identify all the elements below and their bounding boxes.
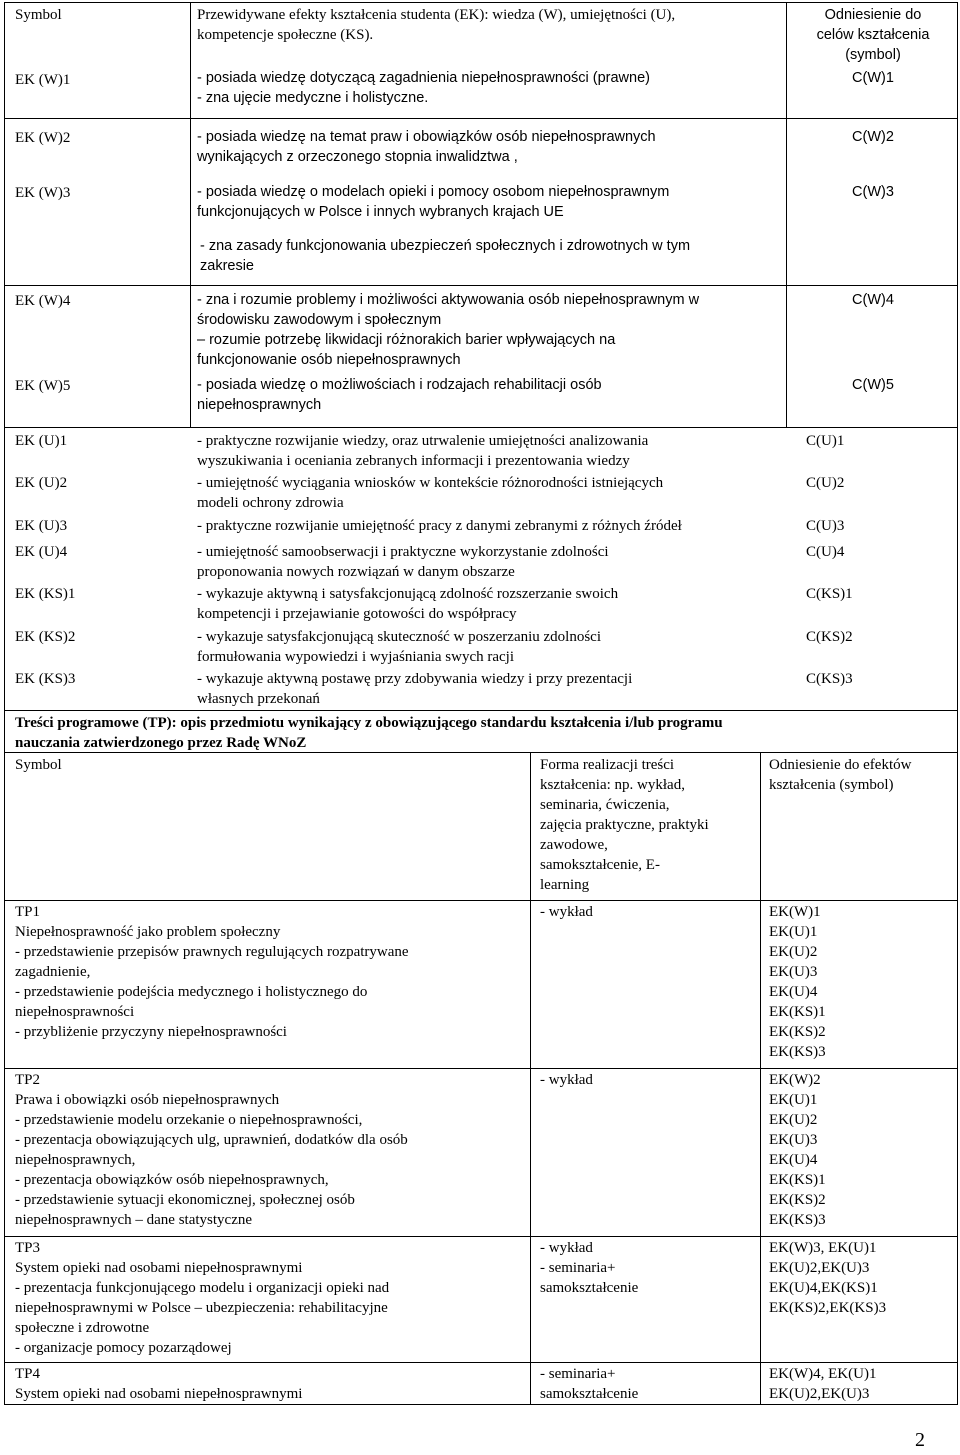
effect-symbol: EK (KS)2: [15, 629, 76, 645]
effects-divider-symbol: [190, 2, 191, 428]
program-reference: EK(W)4, EK(U)1 EK(U)2,EK(U)3: [769, 1366, 877, 1402]
program-header-symbol: Symbol: [15, 757, 62, 773]
effects-header-description: Przewidywane efekty kształcenia studenta (EK): wiedza (W), umiejętności (U), kompetencje społeczne (KS).: [197, 7, 676, 43]
effect-description: - posiada wiedzę o możliwościach i rodzajach rehabilitacji osób niepełnosprawnych: [197, 377, 602, 413]
effects-row-divider: [4, 427, 958, 428]
program-row-divider: [4, 1362, 958, 1363]
program-header-form: Forma realizacji treści kształcenia: np. wykład, seminaria, ćwiczenia, zajęcia praktyczne, praktyki zawodowe, samokształcenie, E- learning: [540, 757, 709, 893]
effect-reference: C(KS)3: [806, 671, 853, 687]
effect-description: - zna i rozumie problemy i możliwości aktywowania osób niepełnosprawnym w środowisku zawodowym i społecznym – rozumie potrzebę likwidacji różnorakich barier wpływających na funkcjonowanie osób niepełnosprawnych: [197, 292, 700, 368]
effect-symbol: EK (KS)3: [15, 671, 76, 687]
program-content: TP2 Prawa i obowiązki osób niepełnosprawnych - przedstawienie modelu orzekanie o niepełnosprawności, - prezentacja obowiązujących ulg, uprawnień, dodatków dla osób niepełnosprawnych, - prezentacja obowiązków osób niepełnosprawnych, - przedstawienie sytuacji ekonomicznej, społecznej osób niepełnosprawnych – dane statystyczne: [15, 1072, 408, 1228]
program-reference: EK(W)1 EK(U)1 EK(U)2 EK(U)3 EK(U)4 EK(KS)1 EK(KS)2 EK(KS)3: [769, 904, 826, 1060]
effect-description: - wykazuje satysfakcjonującą skuteczność w poszerzaniu zdolności formułowania wypowiedzi i wyjaśniania swych racji: [197, 629, 602, 665]
program-form: - wykład: [540, 904, 593, 920]
effect-reference: C(U)3: [806, 518, 845, 534]
effect-symbol: EK (W)1: [15, 72, 71, 88]
program-row-divider: [4, 1236, 958, 1237]
table-bottom-border: [4, 1404, 958, 1405]
effect-description: - posiada wiedzę na temat praw i obowiązków osób niepełnosprawnych wynikających z orzeczonego stopnia inwalidztwa ,: [197, 129, 656, 165]
effects-row-divider: [4, 118, 958, 119]
effect-symbol: EK (W)2: [15, 130, 71, 146]
effect-description: - wykazuje aktywną postawę przy zdobywania wiedzy i przy prezentacji własnych przekonań: [197, 671, 633, 707]
table-top-border: [4, 2, 958, 3]
effect-symbol: EK (W)4: [15, 293, 71, 309]
table-left-border: [4, 2, 5, 1405]
effect-description: - posiada wiedzę o modelach opieki i pomocy osobom niepełnosprawnym funkcjonujących w Polsce i innych wybranych krajach UE: [197, 184, 670, 220]
program-form: - wykład - seminaria+ samokształcenie: [540, 1240, 639, 1296]
program-divider-reference: [760, 752, 761, 1404]
effect-reference: C(KS)1: [806, 586, 853, 602]
program-content: TP1 Niepełnosprawność jako problem społeczny - przedstawienie przepisów prawnych regulujących rozpatrywane zagadnienie, - przedstawienie podejścia medycznego i holistycznego do niepełnosprawności - przybliżenie przyczyny niepełnosprawności: [15, 904, 409, 1040]
effect-description: - posiada wiedzę dotyczącą zagadnienia niepełnosprawności (prawne) - zna ujęcie medyczne i holistyczne.: [197, 70, 650, 106]
effect-reference: C(U)1: [806, 433, 845, 449]
page-number: 2: [915, 1429, 925, 1451]
effect-description: - wykazuje aktywną i satysfakcjonującą zdolność rozszerzanie swoich kompetencji i przejawianie gotowości do współpracy: [197, 586, 619, 622]
effect-reference: C(KS)2: [806, 629, 853, 645]
effect-description: - umiejętność wyciągania wniosków w kontekście różnorodności istniejących modeli ochrony zdrowia: [197, 475, 664, 511]
effect-symbol: EK (U)3: [15, 518, 68, 534]
table-right-border: [957, 2, 958, 1405]
effect-symbol: EK (U)1: [15, 433, 68, 449]
program-form: - seminaria+ samokształcenie: [540, 1366, 639, 1402]
program-reference: EK(W)3, EK(U)1 EK(U)2,EK(U)3 EK(U)4,EK(KS)1 EK(KS)2,EK(KS)3: [769, 1240, 887, 1316]
effects-row-divider: [4, 285, 958, 286]
program-content: TP3 System opieki nad osobami niepełnosprawnymi - prezentacja funkcjonującego modelu i organizacji opieki nad niepełnosprawnymi w Polsce – ubezpieczenia: rehabilitacyjne społeczne i zdrowotne - organizacje pomocy pozarządowej: [15, 1240, 390, 1356]
effect-reference: C(W)4: [852, 292, 894, 308]
effect-description: - zna zasady funkcjonowania ubezpieczeń społecznych i zdrowotnych w tym zakresie: [200, 238, 691, 274]
effect-symbol: EK (KS)1: [15, 586, 76, 602]
effect-reference: C(W)1: [852, 70, 894, 86]
program-header-bottom: [4, 900, 958, 901]
effect-reference: C(W)3: [852, 184, 894, 200]
effect-reference: C(U)4: [806, 544, 845, 560]
effect-description: - praktyczne rozwijanie umiejętność pracy z danymi zebranymi z różnych źródeł: [197, 518, 682, 534]
program-content: TP4 System opieki nad osobami niepełnosprawnymi: [15, 1366, 303, 1402]
effect-reference: C(W)5: [852, 377, 894, 393]
effect-description: - praktyczne rozwijanie wiedzy, oraz utrwalenie umiejętności analizowania wyszukiwania i oceniania zebranych informacji i prezentowania wiedzy: [197, 433, 649, 469]
effect-symbol: EK (W)5: [15, 378, 71, 394]
effect-description: - umiejętność samoobserwacji i praktyczne wykorzystanie zdolności proponowania nowych rozwiązań w danym obszarze: [197, 544, 609, 580]
effects-header-symbol: Symbol: [15, 7, 62, 23]
effects-divider-reference: [786, 2, 787, 428]
effect-symbol: EK (U)2: [15, 475, 68, 491]
effect-reference: C(W)2: [852, 129, 894, 145]
program-header-reference: Odniesienie do efektów kształcenia (symbol): [769, 757, 912, 793]
section-divider: [4, 710, 958, 711]
effect-reference: C(U)2: [806, 475, 845, 491]
program-divider-form: [530, 752, 531, 1404]
effect-symbol: EK (W)3: [15, 185, 71, 201]
program-heading: Treści programowe (TP): opis przedmiotu wynikający z obowiązującego standardu kształcenia i/lub programu nauczania zatwierdzonego przez Radę WNoZ: [15, 715, 723, 751]
program-form: - wykład: [540, 1072, 593, 1088]
program-reference: EK(W)2 EK(U)1 EK(U)2 EK(U)3 EK(U)4 EK(KS)1 EK(KS)2 EK(KS)3: [769, 1072, 826, 1228]
program-row-divider: [4, 1068, 958, 1069]
effect-symbol: EK (U)4: [15, 544, 68, 560]
effects-header-reference: Odniesienie do celów kształcenia (symbol): [816, 7, 930, 63]
